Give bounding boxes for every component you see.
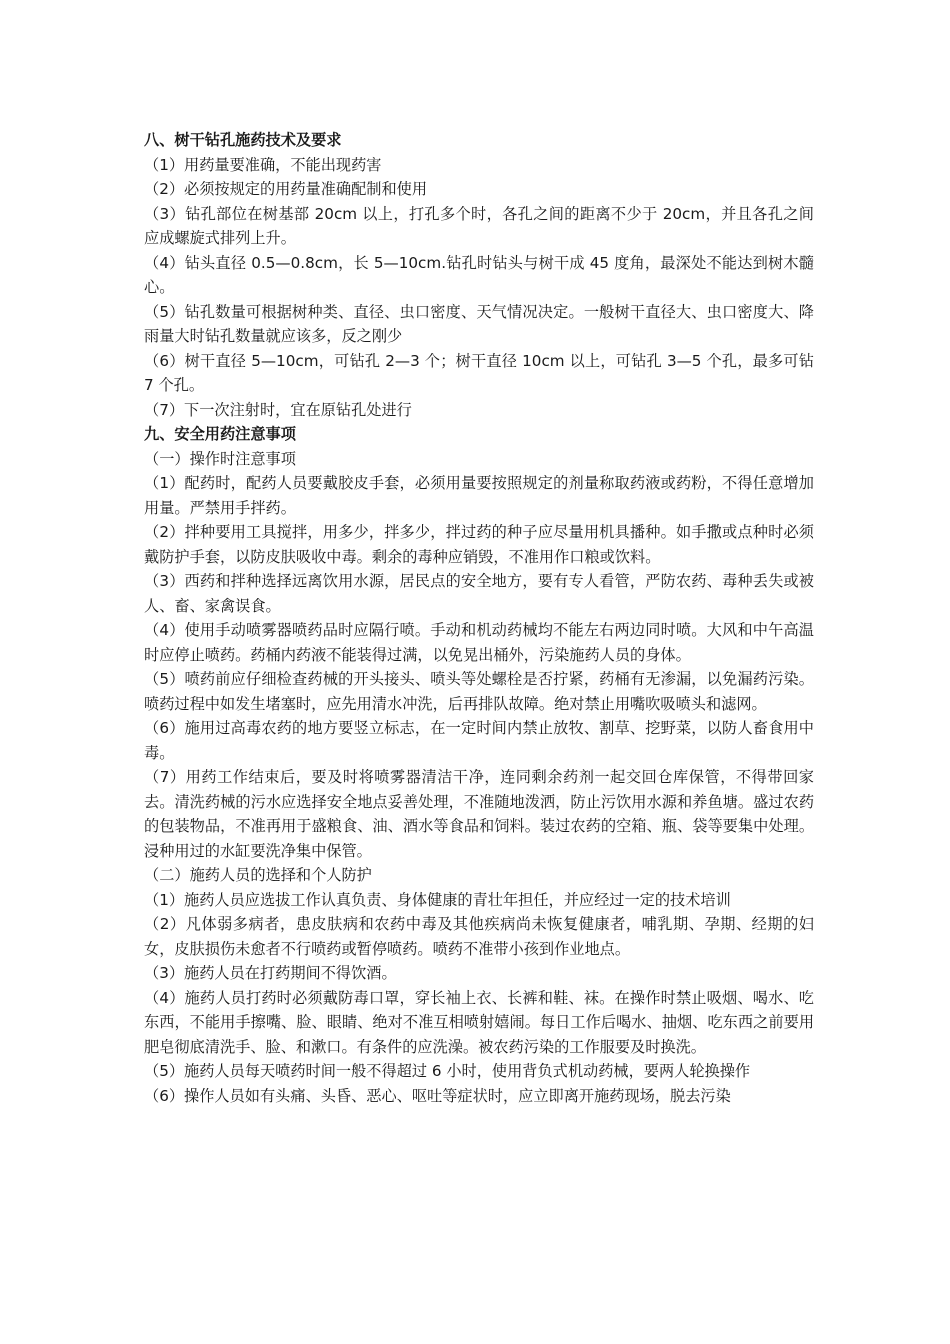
subsection-heading: （一）操作时注意事项 [144, 449, 296, 468]
section-heading-9: 九、安全用药注意事项 [144, 425, 296, 443]
paragraph: （7）下一次注射时，宜在原钻孔处进行 [144, 400, 412, 419]
paragraph: （5）钻孔数量可根据树种类、直径、虫口密度、天气情况决定。一般树干直径大、虫口密度大、降雨量大时钻孔数量就应该多，反之刚少 [144, 302, 814, 345]
paragraph: （1）配药时，配药人员要戴胶皮手套，必须用量要按照规定的剂量称取药液或药粉，不得任意增加用量。严禁用手拌药。 [144, 474, 814, 517]
paragraph: （3）钻孔部位在树基部 20cm 以上，打孔多个时，各孔之间的距离不少于 20cm，并且各孔之间应成螺旋式排列上升。 [144, 204, 814, 247]
paragraph: （4）钻头直径 0.5—0.8cm，长 5—10cm.钻孔时钻头与树干成 45 度角，最深处不能达到树木髓心。 [144, 253, 814, 296]
paragraph: （3）施药人员在打药期间不得饮酒。 [144, 964, 397, 982]
paragraph: （5）施药人员每天喷药时间一般不得超过 6 小时，使用背负式机动药械，要两人轮换操作 [144, 1062, 751, 1080]
paragraph: （6）树干直径 5—10cm，可钻孔 2—3 个；树干直径 10cm 以上，可钻孔 3—5 个孔，最多可钻 7 个孔。 [144, 351, 814, 394]
paragraph: （2）凡体弱多病者，患皮肤病和农药中毒及其他疾病尚未恢复健康者，哺乳期、孕期、经期的妇女，皮肤损伤未愈者不行喷药或暂停喷药。喷药不准带小孩到作业地点。 [144, 915, 814, 958]
paragraph: （2）拌种要用工具搅拌，用多少，拌多少，拌过药的种子应尽量用机具播种。如手撒或点种时必须戴防护手套，以防皮肤吸收中毒。剩余的毒种应销毁，不准用作口粮或饮料。 [144, 523, 814, 566]
subsection-heading: （二）施药人员的选择和个人防护 [144, 866, 372, 884]
paragraph: （2）必须按规定的用药量准确配制和使用 [144, 180, 428, 198]
paragraph: （4）使用手动喷雾器喷药品时应隔行喷。手动和机动药械均不能左右两边同时喷。大风和中午高温时应停止喷药。药桶内药液不能装得过满，以免晃出桶外，污染施药人员的身体。 [144, 621, 814, 664]
document-page [144, 128, 814, 1108]
paragraph: （3）西药和拌种选择远离饮用水源，居民点的安全地方，要有专人看管，严防农药、毒种丢失或被人、畜、家禽误食。 [144, 572, 814, 615]
paragraph: （1）施药人员应选拔工作认真负责、身体健康的青壮年担任，并应经过一定的技术培训 [144, 890, 731, 909]
paragraph: （1）用药量要准确，不能出现药害 [144, 155, 382, 174]
paragraph: （5）喷药前应仔细检查药械的开头接头、喷头等处螺栓是否拧紧，药桶有无渗漏，以免漏药污染。喷药过程中如发生堵塞时，应先用清水冲洗，后再排队故障。绝对禁止用嘴吹吸喷头和滤网。 [144, 670, 814, 713]
paragraph: （7）用药工作结束后，要及时将喷雾器清洁干净，连同剩余药剂一起交回仓库保管，不得带回家去。清洗药械的污水应选择安全地点妥善处理，不准随地泼洒，防止污饮用水源和养鱼塘。盛过农药的包装物品，不准再用于盛粮食、油、酒水等食品和饲料。装过农药的空箱、瓶、袋等要集中处理。浸种用过的水缸要洗净集中保管。 [144, 768, 814, 860]
paragraph: （6）施用过高毒农药的地方要竖立标志，在一定时间内禁止放牧、割草、挖野菜，以防人畜食用中毒。 [144, 719, 814, 762]
paragraph: （6）操作人员如有头痛、头昏、恶心、呕吐等症状时，应立即离开施药现场，脱去污染 [144, 1086, 731, 1105]
paragraph: （4）施药人员打药时必须戴防毒口罩，穿长袖上衣、长裤和鞋、袜。在操作时禁止吸烟、喝水、吃东西，不能用手擦嘴、脸、眼睛、绝对不准互相喷射嬉闹。每日工作后喝水、抽烟、吃东西之前要用肥皂彻底清洗手、脸、和漱口。有条件的应洗澡。被农药污染的工作服要及时换洗。 [144, 988, 814, 1056]
section-heading-8: 八、树干钻孔施药技术及要求 [144, 131, 342, 149]
